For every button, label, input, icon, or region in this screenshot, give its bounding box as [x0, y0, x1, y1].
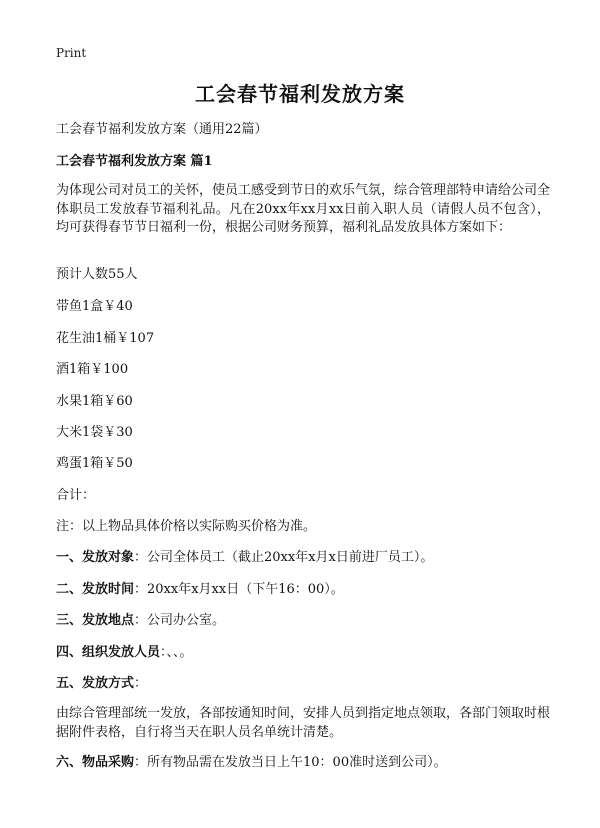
total-line: 合计： — [56, 488, 96, 503]
section-heading: 工会春节福利发放方案 篇1 — [56, 154, 213, 169]
section-text: ： — [134, 676, 148, 691]
section-purchase — [56, 754, 556, 772]
section-method — [56, 675, 556, 693]
section-text: ：公司办公室。 — [134, 613, 226, 628]
section-label: 六、物品采购 — [56, 755, 135, 770]
section-label: 四、组织发放人员 — [56, 645, 161, 660]
document-title: 工会春节福利发放方案 — [195, 82, 405, 106]
section-label: 二、发放时间 — [56, 582, 135, 597]
section-label: 五、发放方式 — [56, 676, 135, 691]
list-item: 鸡蛋1箱￥50 — [56, 456, 133, 471]
section-text: ：所有物品需在发放当日上午10：00准时送到公司）。 — [134, 755, 447, 770]
note-line: 注：以上物品具体价格以实际购买价格为准。 — [56, 519, 317, 534]
section-time — [56, 581, 556, 599]
list-item: 水果1箱￥60 — [56, 394, 133, 409]
list-item: 花生油1桶￥107 — [56, 331, 155, 346]
section-target — [56, 549, 556, 567]
section-staff — [56, 644, 556, 662]
headcount-line: 预计人数55人 — [56, 267, 138, 282]
section-label: 三、发放地点 — [56, 613, 135, 628]
section-location — [56, 612, 556, 630]
section-text: ：、、。 — [160, 645, 193, 660]
intro-paragraph: 为体现公司对员工的关怀，使员工感受到节日的欢乐气氛，综合管理部特申请给公司全体职员工发放春节福利礼品。凡在20xx年xx月xx日前入职人员（请假人员不包含），均可获得春节节日福利一份，根据公司财务预算，福利礼品发放具体方案如下： — [56, 183, 551, 235]
section-text: ：20xx年x月xx日（下午16：00）。 — [134, 582, 344, 597]
print-label: Print — [56, 46, 87, 60]
section-text: ：公司全体员工（截止20xx年x月x日前进厂员工）。 — [134, 550, 434, 565]
document-subtitle: 工会春节福利发放方案（通用22篇） — [56, 122, 268, 137]
list-item: 带鱼1盒￥40 — [56, 299, 133, 314]
section-label: 一、发放对象 — [56, 550, 135, 565]
list-item: 酒1箱￥100 — [56, 362, 129, 377]
method-paragraph: 由综合管理部统一发放，各部按通知时间，安排人员到指定地点领取，各部门领取时根据附件表格，自行将当天在职人员名单统计清楚。 — [56, 706, 551, 740]
list-item: 大米1袋￥30 — [56, 425, 133, 440]
